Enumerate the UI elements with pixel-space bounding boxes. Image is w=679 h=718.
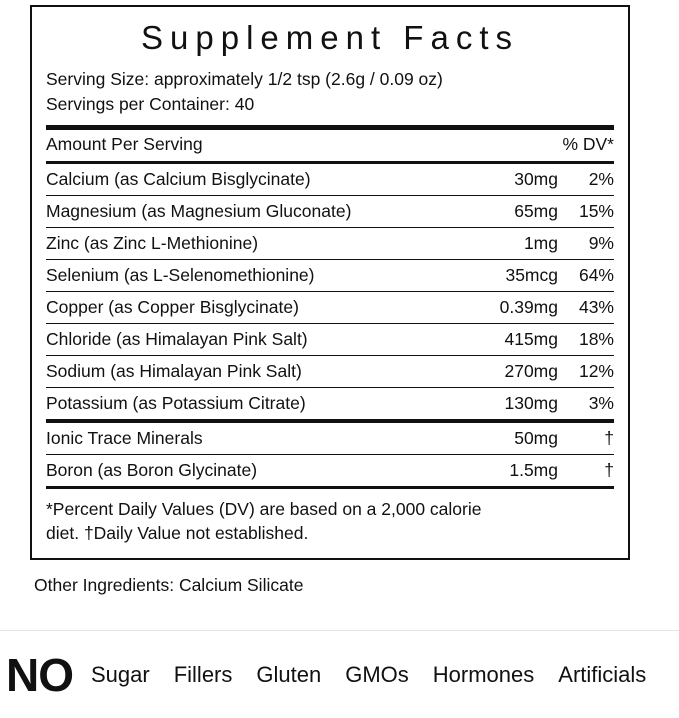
- nutrition-rows: [46, 164, 614, 420]
- nutrient-dv: 15%: [558, 195, 614, 227]
- nutrient-name: Calcium (as Calcium Bisglycinate): [46, 164, 462, 196]
- nutrient-name: Sodium (as Himalayan Pink Salt): [46, 355, 462, 387]
- table-row: [46, 387, 614, 419]
- nutrient-name: Magnesium (as Magnesium Gluconate): [46, 195, 462, 227]
- table-row: [46, 291, 614, 323]
- nutrient-amount: 65mg: [462, 195, 558, 227]
- nutrient-amount: 1.5mg: [509, 459, 558, 480]
- nutrient-dv: 3%: [558, 387, 614, 419]
- table-row: [46, 423, 614, 455]
- nutrient-amount: 35mcg: [462, 259, 558, 291]
- nutrient-amount: 270mg: [462, 355, 558, 387]
- table-row: [46, 454, 614, 486]
- nutrient-amount: 50mg: [462, 423, 558, 455]
- table-row: [46, 259, 614, 291]
- nutrient-dv: †: [558, 423, 614, 455]
- nutrient-name: Copper (as Copper Bisglycinate): [46, 291, 462, 323]
- supplement-facts-panel: [30, 5, 630, 560]
- no-item: Sugar: [91, 661, 150, 687]
- nutrient-dv: 43%: [558, 291, 614, 323]
- footnote-line-1: *Percent Daily Values (DV) are based on a 2,000 calorie: [46, 498, 482, 519]
- no-word: NO: [6, 648, 73, 701]
- no-item: Artificials: [558, 661, 647, 687]
- nutrient-amount: 30mg: [462, 164, 558, 196]
- servings-per-container-line: Servings per Container: 40: [46, 93, 255, 114]
- nutrient-dv: 9%: [558, 227, 614, 259]
- header-percent-dv: % DV*: [562, 133, 614, 154]
- nutrient-name: Selenium (as L-Selenomethionine): [46, 259, 462, 291]
- nutrient-dv: †: [604, 459, 614, 480]
- nutrient-amount: 415mg: [462, 323, 558, 355]
- no-items-list: [91, 662, 646, 688]
- nutrient-name: Chloride (as Himalayan Pink Salt): [46, 323, 462, 355]
- other-ingredients-line: Other Ingredients: Calcium Silicate: [34, 575, 304, 595]
- no-item: Gluten: [256, 661, 322, 687]
- nutrient-name: Zinc (as Zinc L-Methionine): [46, 227, 462, 259]
- nutrient-amount: 130mg: [462, 387, 558, 419]
- nutrient-dv: 18%: [558, 323, 614, 355]
- nutrient-dv: 12%: [558, 355, 614, 387]
- no-claims-band: [0, 630, 679, 718]
- nutrient-name: Potassium (as Potassium Citrate): [46, 387, 462, 419]
- table-row: [46, 195, 614, 227]
- table-row: [46, 164, 614, 196]
- no-item: GMOs: [345, 661, 409, 687]
- serving-size-line: Serving Size: approximately 1/2 tsp (2.6g / 0.09 oz): [46, 68, 443, 89]
- nutrient-name: Boron (as Boron Glycinate): [46, 459, 258, 480]
- no-item: Hormones: [432, 661, 535, 687]
- header-amount-per-serving: Amount Per Serving: [46, 133, 203, 154]
- nutrition-table: [46, 130, 614, 161]
- nutrient-amount: 0.39mg: [462, 291, 558, 323]
- nutrient-dv: 2%: [558, 164, 614, 196]
- nutrition-rows-secondary: [46, 423, 614, 486]
- nutrient-name: Ionic Trace Minerals: [46, 423, 462, 455]
- footnote-line-2: diet. †Daily Value not established.: [46, 523, 309, 544]
- nutrient-amount: 1mg: [462, 227, 558, 259]
- no-item: Fillers: [173, 661, 233, 687]
- nutrient-dv: 64%: [558, 259, 614, 291]
- page-title: Supplement Facts: [141, 19, 519, 56]
- table-row: [46, 355, 614, 387]
- table-row: [46, 323, 614, 355]
- panel-body: [30, 5, 630, 560]
- table-row: [46, 227, 614, 259]
- table-header-row: [46, 130, 614, 161]
